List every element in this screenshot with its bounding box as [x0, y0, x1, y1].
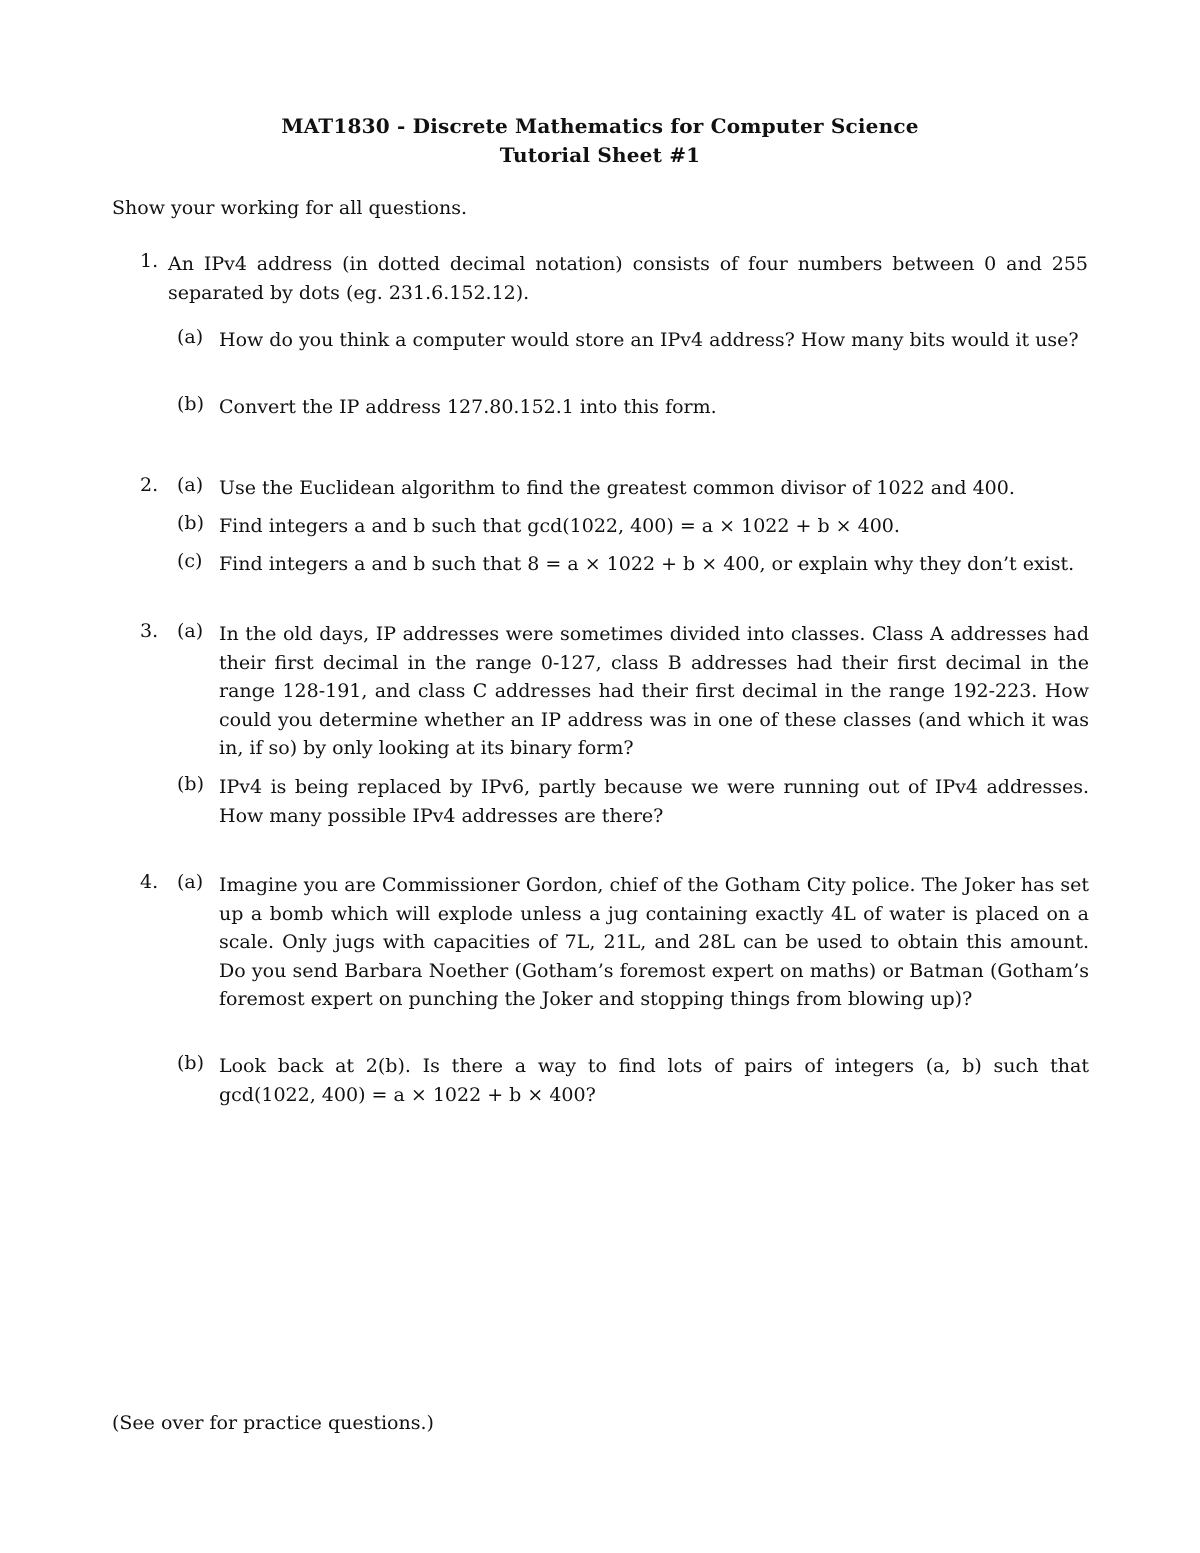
- part-text: Convert the IP address 127.80.152.1 into this form.: [219, 396, 717, 418]
- part-text: IPv4 is being replaced by IPv6, partly because we were running out of IPv4 addresses. How many possible IPv4 addresses are there?: [219, 776, 1089, 827]
- part-label: (b): [177, 512, 204, 534]
- part-text: Use the Euclidean algorithm to find the greatest common divisor of 1022 and 400.: [219, 477, 1015, 499]
- instructions: Show your working for all questions.: [112, 197, 468, 219]
- part-label: (b): [177, 393, 204, 415]
- part-text: Imagine you are Commissioner Gordon, chief of the Gotham City police. The Joker has set up a bomb which will explode unless a jug containing exactly 4L of water is placed on a scale. Only jugs with capacities of 7L, 21L, and 28L can be used to obtain this amount. Do you send Barbara Noether (Gotham’s foremost expert on maths) or Batman (Gotham’s foremost expert on punching the Joker and stopping things from blowing up)?: [219, 874, 1089, 1011]
- part-label: (a): [177, 326, 204, 348]
- question-number: 3.: [140, 620, 159, 642]
- part-label: (a): [177, 620, 204, 642]
- question-text: An IPv4 address (in dotted decimal notation) consists of four numbers between 0 and 255 separated by dots (eg. 231.6.152.12).: [168, 253, 1088, 304]
- document-subtitle: Tutorial Sheet #1: [499, 143, 701, 167]
- part-text: Find integers a and b such that 8 = a × 1022 + b × 400, or explain why they don’t exist.: [219, 553, 1075, 575]
- part-text: Look back at 2(b). Is there a way to find lots of pairs of integers (a, b) such that gcd(1022, 400) = a × 1022 + b × 400?: [219, 1055, 1089, 1106]
- part-label: (a): [177, 871, 204, 893]
- part-label: (c): [177, 550, 203, 572]
- part-label: (b): [177, 773, 204, 795]
- footer-note: (See over for practice questions.): [112, 1412, 434, 1434]
- part-text: How do you think a computer would store an IPv4 address? How many bits would it use?: [219, 329, 1079, 351]
- part-label: (b): [177, 1052, 204, 1074]
- document-title: MAT1830 - Discrete Mathematics for Computer Science: [281, 114, 919, 138]
- question-number: 2.: [140, 474, 159, 496]
- part-label: (a): [177, 474, 204, 496]
- part-text: Find integers a and b such that gcd(1022, 400) = a × 1022 + b × 400.: [219, 515, 900, 537]
- part-text: In the old days, IP addresses were sometimes divided into classes. Class A addresses had their first decimal in the range 0-127, class B addresses had their first decimal in the range 128-191, and class C addresses had their first decimal in the range 192-223. How could you determine whether an IP address was in one of these classes (and which it was in, if so) by only looking at its binary form?: [219, 623, 1089, 760]
- question-number: 4.: [140, 871, 159, 893]
- question-number: 1.: [140, 250, 159, 272]
